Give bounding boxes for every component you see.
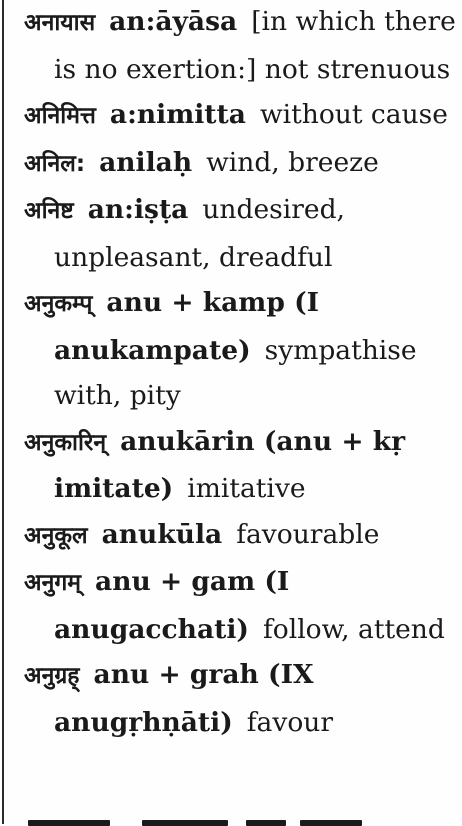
headword: अनुकारिन् (24, 429, 107, 456)
cut-off-glyph-fragment (246, 820, 286, 826)
definition: follow, attend (262, 613, 445, 645)
definition: wind, breeze (206, 146, 379, 178)
definition: favourable (236, 518, 380, 550)
transliteration: an:āyāsa (109, 6, 238, 37)
dictionary-entry (24, 0, 458, 92)
transliteration: an:iṣṭa (87, 194, 189, 225)
transliteration: anukārin (anu + kṛ imitate) (54, 425, 406, 504)
definition: [in which there is no exertion:] not strenuous (54, 6, 456, 85)
dictionary-entry (24, 140, 458, 188)
dictionary-entry (24, 187, 458, 280)
cut-off-glyph-fragment (28, 820, 110, 826)
dictionary-entry (24, 559, 458, 652)
dictionary-entry (24, 419, 458, 512)
cut-off-glyph-fragment (142, 820, 228, 826)
cut-off-glyph-fragment (300, 820, 362, 826)
headword: अनिमित्त (24, 103, 96, 129)
entry-list (24, 0, 458, 745)
headword: अनायास (24, 10, 96, 36)
transliteration: anu + grah (IX anugṛhṇāti) (54, 659, 314, 738)
definition: undesired, unpleasant, dreadful (54, 194, 345, 273)
dictionary-entry (24, 92, 458, 140)
transliteration: anu + kamp (I anukampate) (54, 287, 320, 366)
transliteration: anilaḥ (99, 146, 193, 178)
transliteration: anu + gam (I anugacchati) (54, 566, 290, 645)
definition: without cause (259, 99, 448, 130)
definition: imitative (187, 473, 306, 504)
dictionary-entry (24, 512, 458, 560)
headword: अनुग्रह् (24, 663, 80, 689)
headword: अनुकम्प् (24, 291, 93, 317)
transliteration: anukūla (101, 518, 223, 550)
definition: sympathise with, pity (54, 334, 417, 411)
headword: अनिष्ट (24, 198, 74, 224)
definition: favour (246, 706, 334, 738)
transliteration: a:nimitta (109, 99, 246, 130)
dictionary-entry (24, 652, 458, 745)
headword: अनुकूल (24, 522, 88, 549)
page-border-line (2, 0, 4, 824)
dictionary-entry (24, 280, 458, 419)
headword: अनिल: (24, 150, 86, 177)
headword: अनुगम् (24, 570, 82, 596)
